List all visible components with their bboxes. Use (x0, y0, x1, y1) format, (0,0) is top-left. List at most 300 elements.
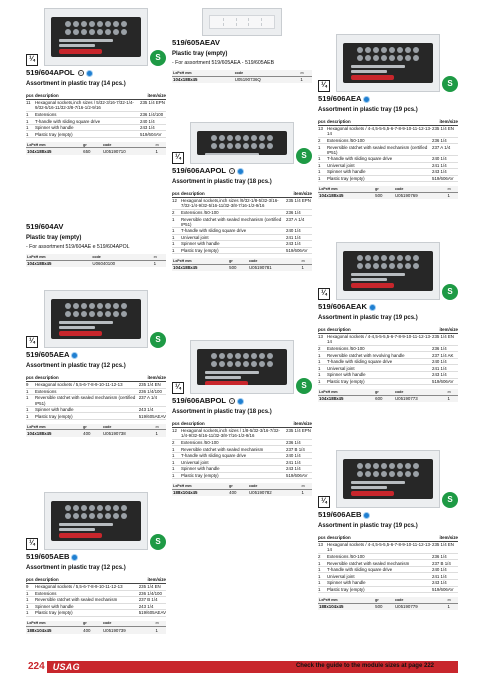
table-row (318, 560, 458, 567)
component-qty: 1 (318, 169, 327, 176)
socket-row (349, 263, 427, 269)
dims-unit: mm (185, 70, 192, 75)
ratchet-handle-icon (59, 533, 102, 538)
column-header-description: description (327, 327, 432, 333)
dims-unit: mm (331, 597, 338, 602)
socket-icon (121, 311, 127, 317)
table-row (318, 126, 458, 138)
code-header-label: code (102, 142, 155, 148)
box-quantity-icon: ▭ (153, 254, 166, 260)
component-description: Reversible ratchet with sealed mechanism (certified IP51) (327, 144, 432, 156)
socket-icon (113, 29, 119, 35)
product-subtitle: Plastic tray (empty) (172, 50, 228, 57)
component-qty: 1 (318, 162, 327, 169)
component-item: 235 1/4 EN (432, 542, 458, 554)
component-item: 237 1/4 AK (432, 352, 458, 359)
socket-icon (397, 255, 403, 261)
weight-value: 600 (374, 395, 394, 402)
socket-icon (113, 303, 119, 309)
component-item: 519/606AV (286, 247, 312, 254)
components-table (26, 93, 166, 138)
product-entry (172, 8, 312, 83)
table-row (318, 144, 458, 156)
product-subtitle: Assortment in plastic tray (19 pcs.) (318, 106, 418, 113)
component-qty: 1 (172, 466, 181, 473)
component-description: Extensions /50-100 (181, 439, 286, 446)
dims-value: 188x104x45 (172, 489, 228, 496)
pack-quantity: 1 (299, 76, 312, 83)
component-qty: 12 (172, 428, 181, 440)
socket-icon (227, 143, 233, 149)
components-table (26, 375, 166, 420)
column-header-pcs: pcs (318, 535, 326, 541)
socket-row (349, 463, 427, 469)
weight-header: gr (82, 424, 102, 430)
component-item: 235 1/4 EN (432, 334, 458, 346)
order-code: U05190710 (102, 148, 155, 155)
component-item: 241 1/4 (432, 162, 458, 169)
components-table (26, 577, 166, 617)
product-subtitle: Assortment in plastic tray (18 pcs.) (172, 408, 272, 415)
extension-bar-icon (351, 273, 405, 276)
socket-icon (219, 135, 225, 141)
component-qty: 2 (172, 439, 181, 446)
ratchet-handle-icon (351, 75, 394, 80)
component-qty: 2 (318, 345, 327, 352)
component-description: Extensions /50-100 (327, 345, 432, 352)
tray-divider (261, 18, 262, 26)
image-frame (44, 290, 148, 348)
dims-value: 104x188x45 (172, 76, 234, 83)
socket-icon (227, 353, 233, 359)
component-description: Spinner with handle (35, 124, 140, 131)
component-description: Universal joint (327, 365, 432, 372)
component-description: Reversible ratchet with sealed mechanism (327, 560, 432, 567)
component-qty: 1 (172, 446, 181, 453)
code-row (26, 148, 166, 155)
components-table (318, 535, 458, 593)
column-header-description: description (181, 191, 286, 197)
dims-value: 104x188x45 (172, 264, 228, 271)
socket-icon (105, 311, 111, 317)
product-title (172, 397, 312, 406)
socket-icon (413, 263, 419, 269)
socket-icon (105, 29, 111, 35)
pack-quantity: 1 (446, 192, 458, 199)
assortment-note: - For assortment 519/604AE e 519/604APOL (26, 244, 130, 251)
component-item: 243 1/4 (286, 241, 312, 248)
dims-unit: mm (39, 621, 46, 626)
component-description: Reversible ratchet with sealed mechanism (35, 597, 139, 604)
product-image (318, 450, 458, 508)
component-description: Universal joint (181, 459, 286, 466)
socket-icon (65, 505, 71, 511)
socket-icon (365, 55, 371, 61)
box-quantity-icon: ▭ (446, 186, 458, 192)
socket-row (57, 505, 135, 511)
product-image (26, 492, 166, 550)
component-item: 519/606AV (432, 586, 458, 593)
order-code: U05190739 (102, 627, 155, 634)
order-code: U05190769 (394, 192, 447, 199)
component-item: 519/605AEAV (138, 610, 166, 616)
dims-value: 188x104x45 (318, 603, 374, 610)
component-item: 240 1/4 (432, 566, 458, 573)
socket-icon (227, 135, 233, 141)
tool-tray-graphic (197, 349, 287, 385)
code-table (26, 621, 166, 634)
component-description: Extensions /50-100 (327, 553, 432, 560)
component-description: Universal joint (181, 234, 286, 241)
socket-icon (365, 255, 371, 261)
weight-value: 400 (228, 489, 248, 496)
table-row (26, 610, 166, 617)
weight-value: 500 (374, 603, 394, 610)
component-description: Spinner with handle (35, 603, 139, 610)
component-qty: 2 (318, 553, 327, 560)
socket-icon (259, 353, 265, 359)
component-item: 237 A 1/4 (286, 216, 312, 228)
code-header-label: code (248, 483, 301, 489)
info-icon[interactable]: ○ (79, 70, 82, 76)
component-qty: 1 (26, 603, 35, 610)
socket-icon (235, 143, 241, 149)
code-table (26, 424, 166, 437)
dims-value: 104x188x45 (318, 192, 374, 199)
product-entry (172, 340, 312, 496)
table-row (26, 382, 166, 389)
image-frame (190, 340, 294, 394)
component-item: 243 1/4 (432, 169, 458, 176)
dims-label: LxPxH (319, 186, 331, 191)
component-description: Spinner with handle (327, 372, 432, 379)
component-description: Plastic tray (empty) (327, 378, 432, 385)
component-description: Extensions (35, 590, 139, 597)
socket-icon (397, 263, 403, 269)
component-item: 236 1/4 (432, 137, 458, 144)
socket-icon (81, 303, 87, 309)
code-row (318, 603, 458, 610)
component-item: 519/606AV (432, 175, 458, 182)
socket-icon (211, 353, 217, 359)
table-row (172, 446, 312, 453)
socket-icon (365, 463, 371, 469)
socket-icon (211, 143, 217, 149)
component-description: Spinner with handle (181, 466, 286, 473)
socket-icon (219, 353, 225, 359)
component-item: 240 1/4 (140, 118, 166, 125)
assortment-note: - For assortment 519/605AEA - 519/605AEB (172, 60, 275, 67)
socket-icon (73, 513, 79, 519)
table-row (318, 175, 458, 182)
socket-icon (357, 471, 363, 477)
component-item: 236 1/4 (286, 209, 312, 216)
product-entry (318, 34, 458, 199)
table-row (172, 216, 312, 228)
drive-size-badge: ¼ (26, 54, 38, 66)
component-description: Plastic tray (empty) (35, 610, 139, 617)
socket-row (203, 135, 281, 141)
weight-header: gr (228, 258, 248, 264)
footer-note: Check the guide to the module sizes at page 222 (295, 663, 434, 670)
socket-icon (65, 29, 71, 35)
order-code: U05190773 (394, 395, 447, 402)
table-row (172, 428, 312, 440)
component-item: 235 1/4 EN (139, 584, 166, 591)
extension-bar-icon (205, 153, 259, 155)
table-row (318, 156, 458, 163)
socket-icon (105, 21, 111, 27)
product-subtitle: Assortment in plastic tray (19 pcs.) (318, 522, 418, 529)
column-header-pcs: pcs (318, 119, 326, 125)
socket-icon (357, 255, 363, 261)
component-item: 236 1/4 (432, 553, 458, 560)
component-description: Reversible ratchet with revolving handle (327, 352, 432, 359)
tray-divider (248, 18, 249, 26)
table-row (26, 395, 166, 407)
socket-icon (65, 513, 71, 519)
socket-icon (89, 311, 95, 317)
socket-icon (373, 463, 379, 469)
box-quantity-icon: ▭ (446, 389, 458, 395)
socket-icon (219, 143, 225, 149)
product-image (172, 122, 312, 164)
socket-icon (267, 361, 273, 367)
column-header-pcs: pcs (26, 93, 34, 99)
image-frame (44, 492, 148, 550)
table-row (26, 413, 166, 420)
table-row (318, 378, 458, 385)
product-image (26, 8, 166, 66)
product-code: 519/605AEA (26, 350, 70, 359)
socket-icon (121, 29, 127, 35)
dims-unit: mm (331, 389, 338, 394)
product-code: 519/606AEAK (318, 302, 367, 311)
component-item: 241 1/4 (286, 459, 312, 466)
socket-row (57, 29, 135, 35)
tool-tray-graphic (343, 43, 433, 83)
component-description: T-handle with sliding square drive (181, 228, 286, 235)
component-qty: 1 (172, 247, 181, 254)
component-qty: 1 (318, 378, 327, 385)
component-item: 243 1/4 (139, 406, 166, 413)
blue-dot-icon (238, 399, 243, 404)
column-header-item-size: item/size (432, 119, 458, 125)
socket-icon (65, 21, 71, 27)
socket-icon (357, 263, 363, 269)
socket-icon (413, 55, 419, 61)
socket-icon (211, 135, 217, 141)
drive-size-badge: ¼ (172, 382, 184, 394)
component-qty: 1 (318, 586, 327, 593)
code-table (172, 70, 312, 83)
socket-icon (235, 353, 241, 359)
component-qty: 13 (318, 334, 327, 346)
code-row (26, 430, 166, 437)
image-frame (336, 450, 440, 508)
socket-row (57, 303, 135, 309)
component-description: Spinner with handle (327, 169, 432, 176)
box-quantity-icon: ▭ (299, 70, 312, 76)
component-qty: 1 (318, 560, 327, 567)
table-row (318, 358, 458, 365)
socket-icon (113, 505, 119, 511)
socket-row (349, 471, 427, 477)
component-qty: 1 (26, 111, 35, 118)
code-row (172, 76, 312, 83)
code-header-label: code (394, 597, 447, 603)
component-qty: 1 (172, 228, 181, 235)
component-description: Spinner with handle (35, 406, 139, 413)
column-header-pcs: pcs (26, 375, 34, 381)
column-header-item-size: item/size (139, 375, 166, 381)
socket-icon (243, 143, 249, 149)
column-header-item-size: item/size (139, 577, 166, 583)
socket-icon (405, 47, 411, 53)
component-qty: 1 (172, 241, 181, 248)
socket-icon (405, 55, 411, 61)
component-qty: 9 (26, 382, 35, 389)
dims-value: 104x188x45 (318, 395, 374, 402)
socket-icon (413, 47, 419, 53)
socket-icon (389, 463, 395, 469)
socket-icon (81, 505, 87, 511)
product-subtitle: Assortment in plastic tray (19 pcs.) (318, 314, 418, 321)
component-qty: 9 (26, 584, 35, 591)
component-description: Universal joint (327, 162, 432, 169)
socket-icon (97, 505, 103, 511)
image-frame (44, 8, 148, 66)
product-code: 519/606ABPOL (172, 396, 227, 405)
table-row (318, 566, 458, 573)
extension-bar-icon (351, 481, 405, 484)
code-table (26, 142, 166, 155)
component-item: 237 A 1/4 (432, 144, 458, 156)
dims-unit: mm (185, 258, 192, 263)
socket-icon (259, 135, 265, 141)
component-qty: 1 (26, 413, 35, 420)
component-description: Hexagonal sockets,inch sizes / 1/8-5/32-3/16-7/32-1/4-9/32-5/16-11/32-3/8-7/16-1/2-9/16 (181, 428, 286, 440)
dims-value: 104x188x45 (26, 148, 82, 155)
socket-icon (89, 513, 95, 519)
component-description: Plastic tray (empty) (327, 586, 432, 593)
component-qty: 1 (318, 358, 327, 365)
dims-label: LxPxH (173, 258, 185, 263)
component-item: 235 1/4 EPN (286, 198, 312, 210)
component-item: 243 1/4 (432, 580, 458, 587)
socket-row (203, 143, 281, 149)
components-table (318, 119, 458, 182)
socket-icon (389, 255, 395, 261)
component-description: Extensions /50-100 (327, 137, 432, 144)
code-table (318, 597, 458, 610)
component-item: 519/604AV (140, 131, 166, 138)
socket-icon (113, 21, 119, 27)
blue-dot-icon (364, 97, 369, 102)
component-item: 241 1/4 (432, 573, 458, 580)
socket-icon (373, 471, 379, 477)
component-description: Reversible ratchet with sealed mechanism (certified IP51) (35, 395, 139, 407)
socket-icon (243, 353, 249, 359)
blue-dot-icon (87, 71, 92, 76)
product-title (172, 167, 312, 176)
table-row (26, 118, 166, 125)
component-qty: 1 (318, 156, 327, 163)
component-qty: 1 (172, 234, 181, 241)
info-icon[interactable]: ○ (230, 398, 234, 404)
component-qty: 1 (172, 472, 181, 479)
component-description: Hexagonal sockets / 5,5-6-7-8-9-10-11-12-13 (35, 584, 139, 591)
ratchet-handle-icon (351, 491, 394, 496)
component-item: 243 1/4 (432, 372, 458, 379)
column-header-item-size: item/size (432, 535, 458, 541)
component-description: Hexagonal sockets / 4-4,5-5-5,5-6-7-8-9-10-11-12-13-14 (327, 542, 432, 553)
socket-icon (381, 55, 387, 61)
component-item: 235 1/4 EPN (286, 428, 312, 440)
code-row (172, 264, 312, 271)
product-title (26, 351, 166, 360)
dims-label: LxPxH (27, 424, 39, 429)
dims-unit: mm (39, 254, 46, 259)
product-title (318, 511, 458, 520)
product-title (318, 303, 458, 312)
socket-icon (121, 21, 127, 27)
code-row (26, 260, 166, 267)
component-item: 243 1/4 (140, 124, 166, 131)
component-description: Hexagonal sockets,inch sizes /9/32-1/8-5/32-3/16-7/32-1/4-9/32-5/16-11/32-3/8-7/16-1/2-9/16 (181, 198, 286, 210)
product-code: 519/604APOL (26, 68, 75, 77)
column-header-pcs: pcs (172, 421, 180, 427)
series-badge: S (442, 76, 458, 92)
info-icon[interactable]: ○ (230, 168, 234, 174)
socket-icon (405, 263, 411, 269)
socket-row (203, 353, 281, 359)
extension-bar-icon (59, 326, 95, 329)
socket-icon (113, 311, 119, 317)
socket-icon (65, 303, 71, 309)
component-qty: 1 (172, 216, 181, 228)
image-frame (336, 34, 440, 92)
socket-icon (413, 471, 419, 477)
series-badge: S (442, 492, 458, 508)
socket-icon (381, 471, 387, 477)
pack-quantity: 1 (300, 489, 312, 496)
product-subtitle: Assortment in plastic tray (14 pcs.) (26, 80, 126, 87)
component-item: 243 1/4 (139, 603, 166, 610)
component-description: Plastic tray (empty) (35, 131, 140, 138)
component-description: Reversible ratchet with sealed mechanism (certified IP51) (181, 216, 286, 228)
component-description: Plastic tray (empty) (35, 413, 139, 420)
component-description: T-handle with sliding square drive (327, 566, 432, 573)
dims-value: 104x188x45 (26, 260, 91, 267)
socket-row (57, 311, 135, 317)
socket-icon (97, 513, 103, 519)
dims-label: LxPxH (27, 621, 39, 626)
code-header-label: code (234, 70, 300, 76)
socket-icon (121, 303, 127, 309)
socket-icon (397, 471, 403, 477)
code-table (26, 254, 166, 267)
component-item: 241 1/4 (432, 365, 458, 372)
pack-quantity: 1 (300, 264, 312, 271)
dims-label: LxPxH (173, 70, 185, 75)
code-header-label: code (394, 389, 447, 395)
drive-size-badge: ¼ (318, 288, 330, 300)
socket-icon (389, 471, 395, 477)
ratchet-handle-icon (205, 381, 248, 385)
table-row (26, 100, 166, 112)
dims-label: LxPxH (319, 597, 331, 602)
